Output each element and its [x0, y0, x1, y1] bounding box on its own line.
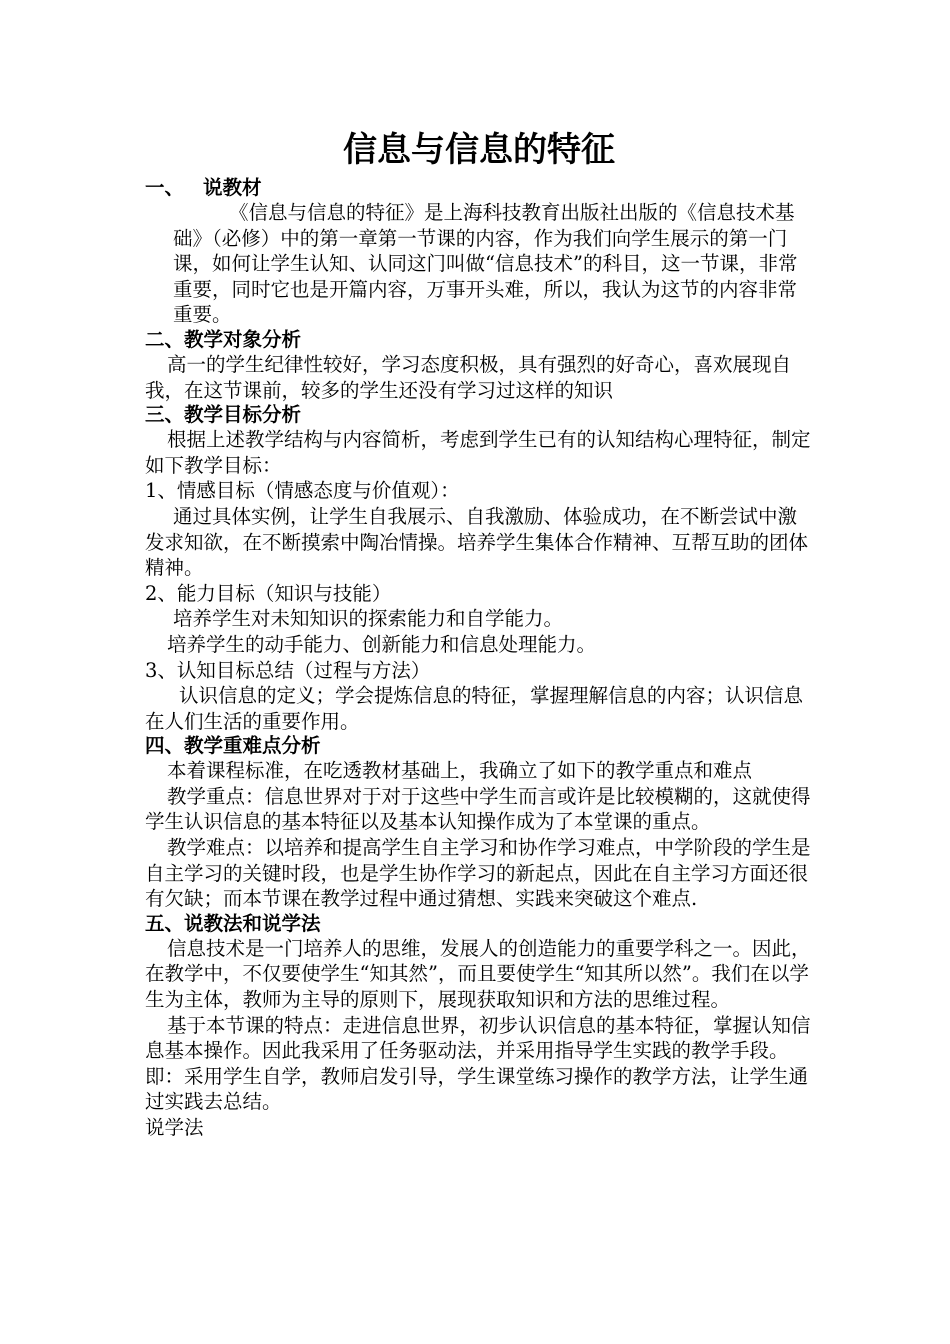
paragraph: 信息技术是一门培养人的思维，发展人的创造能力的重要学科之一。因此，在教学中，不仅要使学生“知其然”，而且要使学生“知其所以然”。我们在以学生为主体，教师为主导的原则下，展现获取知识和方法的思维过程。 — [145, 936, 811, 1012]
section-heading-textbook — [145, 176, 813, 200]
paragraph: 基于本节课的特点：走进信息世界，初步认识信息的基本特征，掌握认知信息基本操作。因此我采用了任务驱动法，并采用指导学生实践的教学手段。即：采用学生自学，教师启发引导，学生课堂练习操作的教学方法，让学生通过实践去总结。 — [145, 1013, 811, 1114]
section-heading-keypoints: 四、教学重难点分析 — [145, 734, 321, 758]
paragraph: 根据上述教学结构与内容简析，考虑到学生已有的认知结构心理特征，制定如下教学目标： — [145, 428, 811, 477]
section-body-textbook — [145, 200, 813, 328]
paragraph: 通过具体实例，让学生自我展示、自我激励、体验成功，在不断尝试中激发求知欲，在不断摸索中陶冶情操。培养学生集体合作精神、互帮互助的团体精神。 — [145, 504, 809, 580]
section-heading-students: 二、教学对象分析 — [145, 327, 302, 351]
goal-title-cognition: 3、认知目标总结（过程与方法） — [145, 658, 431, 682]
paragraph: 本着课程标准，在吃透教材基础上，我确立了如下的教学重点和难点 — [167, 759, 753, 783]
paragraph: 培养学生的动手能力、创新能力和信息处理能力。 — [167, 632, 597, 656]
section-heading-text: 说教材 — [203, 176, 262, 199]
section-heading-goals: 三、教学目标分析 — [145, 403, 302, 427]
section-number: 一、 — [145, 176, 185, 199]
goal-title-ability: 2、能力目标（知识与技能） — [145, 581, 392, 605]
section-heading-methods: 五、说教法和说学法 — [145, 911, 321, 935]
document-page — [145, 124, 813, 1141]
paragraph: 《信息与信息的特征》是上海科技教育出版社出版的《信息技术基础》（必修）中的第一章第一节课的内容，作为我们向学生展示的第一门课，如何让学生认知、认同这门叫做“信息技术”的科目，这一节课，非常重要，同时它也是开篇内容，万事开头难，所以，我认为这节的内容非常重要。 — [173, 201, 798, 327]
paragraph: 培养学生对未知知识的探索能力和自学能力。 — [173, 607, 564, 631]
paragraph: 认识信息的定义；学会提炼信息的特征，掌握理解信息的内容；认识信息在人们生活的重要作用。 — [145, 684, 804, 733]
paragraph: 高一的学生纪律性较好，学习态度积极，具有强烈的好奇心，喜欢展现自我，在这节课前，较多的学生还没有学习过这样的知识 — [145, 352, 792, 402]
document-title: 信息与信息的特征 — [343, 130, 615, 170]
paragraph: 说学法 — [145, 1116, 204, 1139]
paragraph: 教学重点：信息世界对于对于这些中学生而言或许是比较模糊的，这就使得学生认识信息的基本特征以及基本认知操作成为了本堂课的重点。 — [145, 784, 811, 834]
paragraph: 教学难点：以培养和提高学生自主学习和协作学习难点，中学阶段的学生是自主学习的关键时段，也是学生协作学习的新起点，因此在自主学习方面还很有欠缺；而本节课在教学过程中通过猜想、实践来突破这个难点. — [145, 836, 811, 911]
goal-title-emotion: 1、情感目标（情感态度与价值观）： — [145, 479, 460, 503]
